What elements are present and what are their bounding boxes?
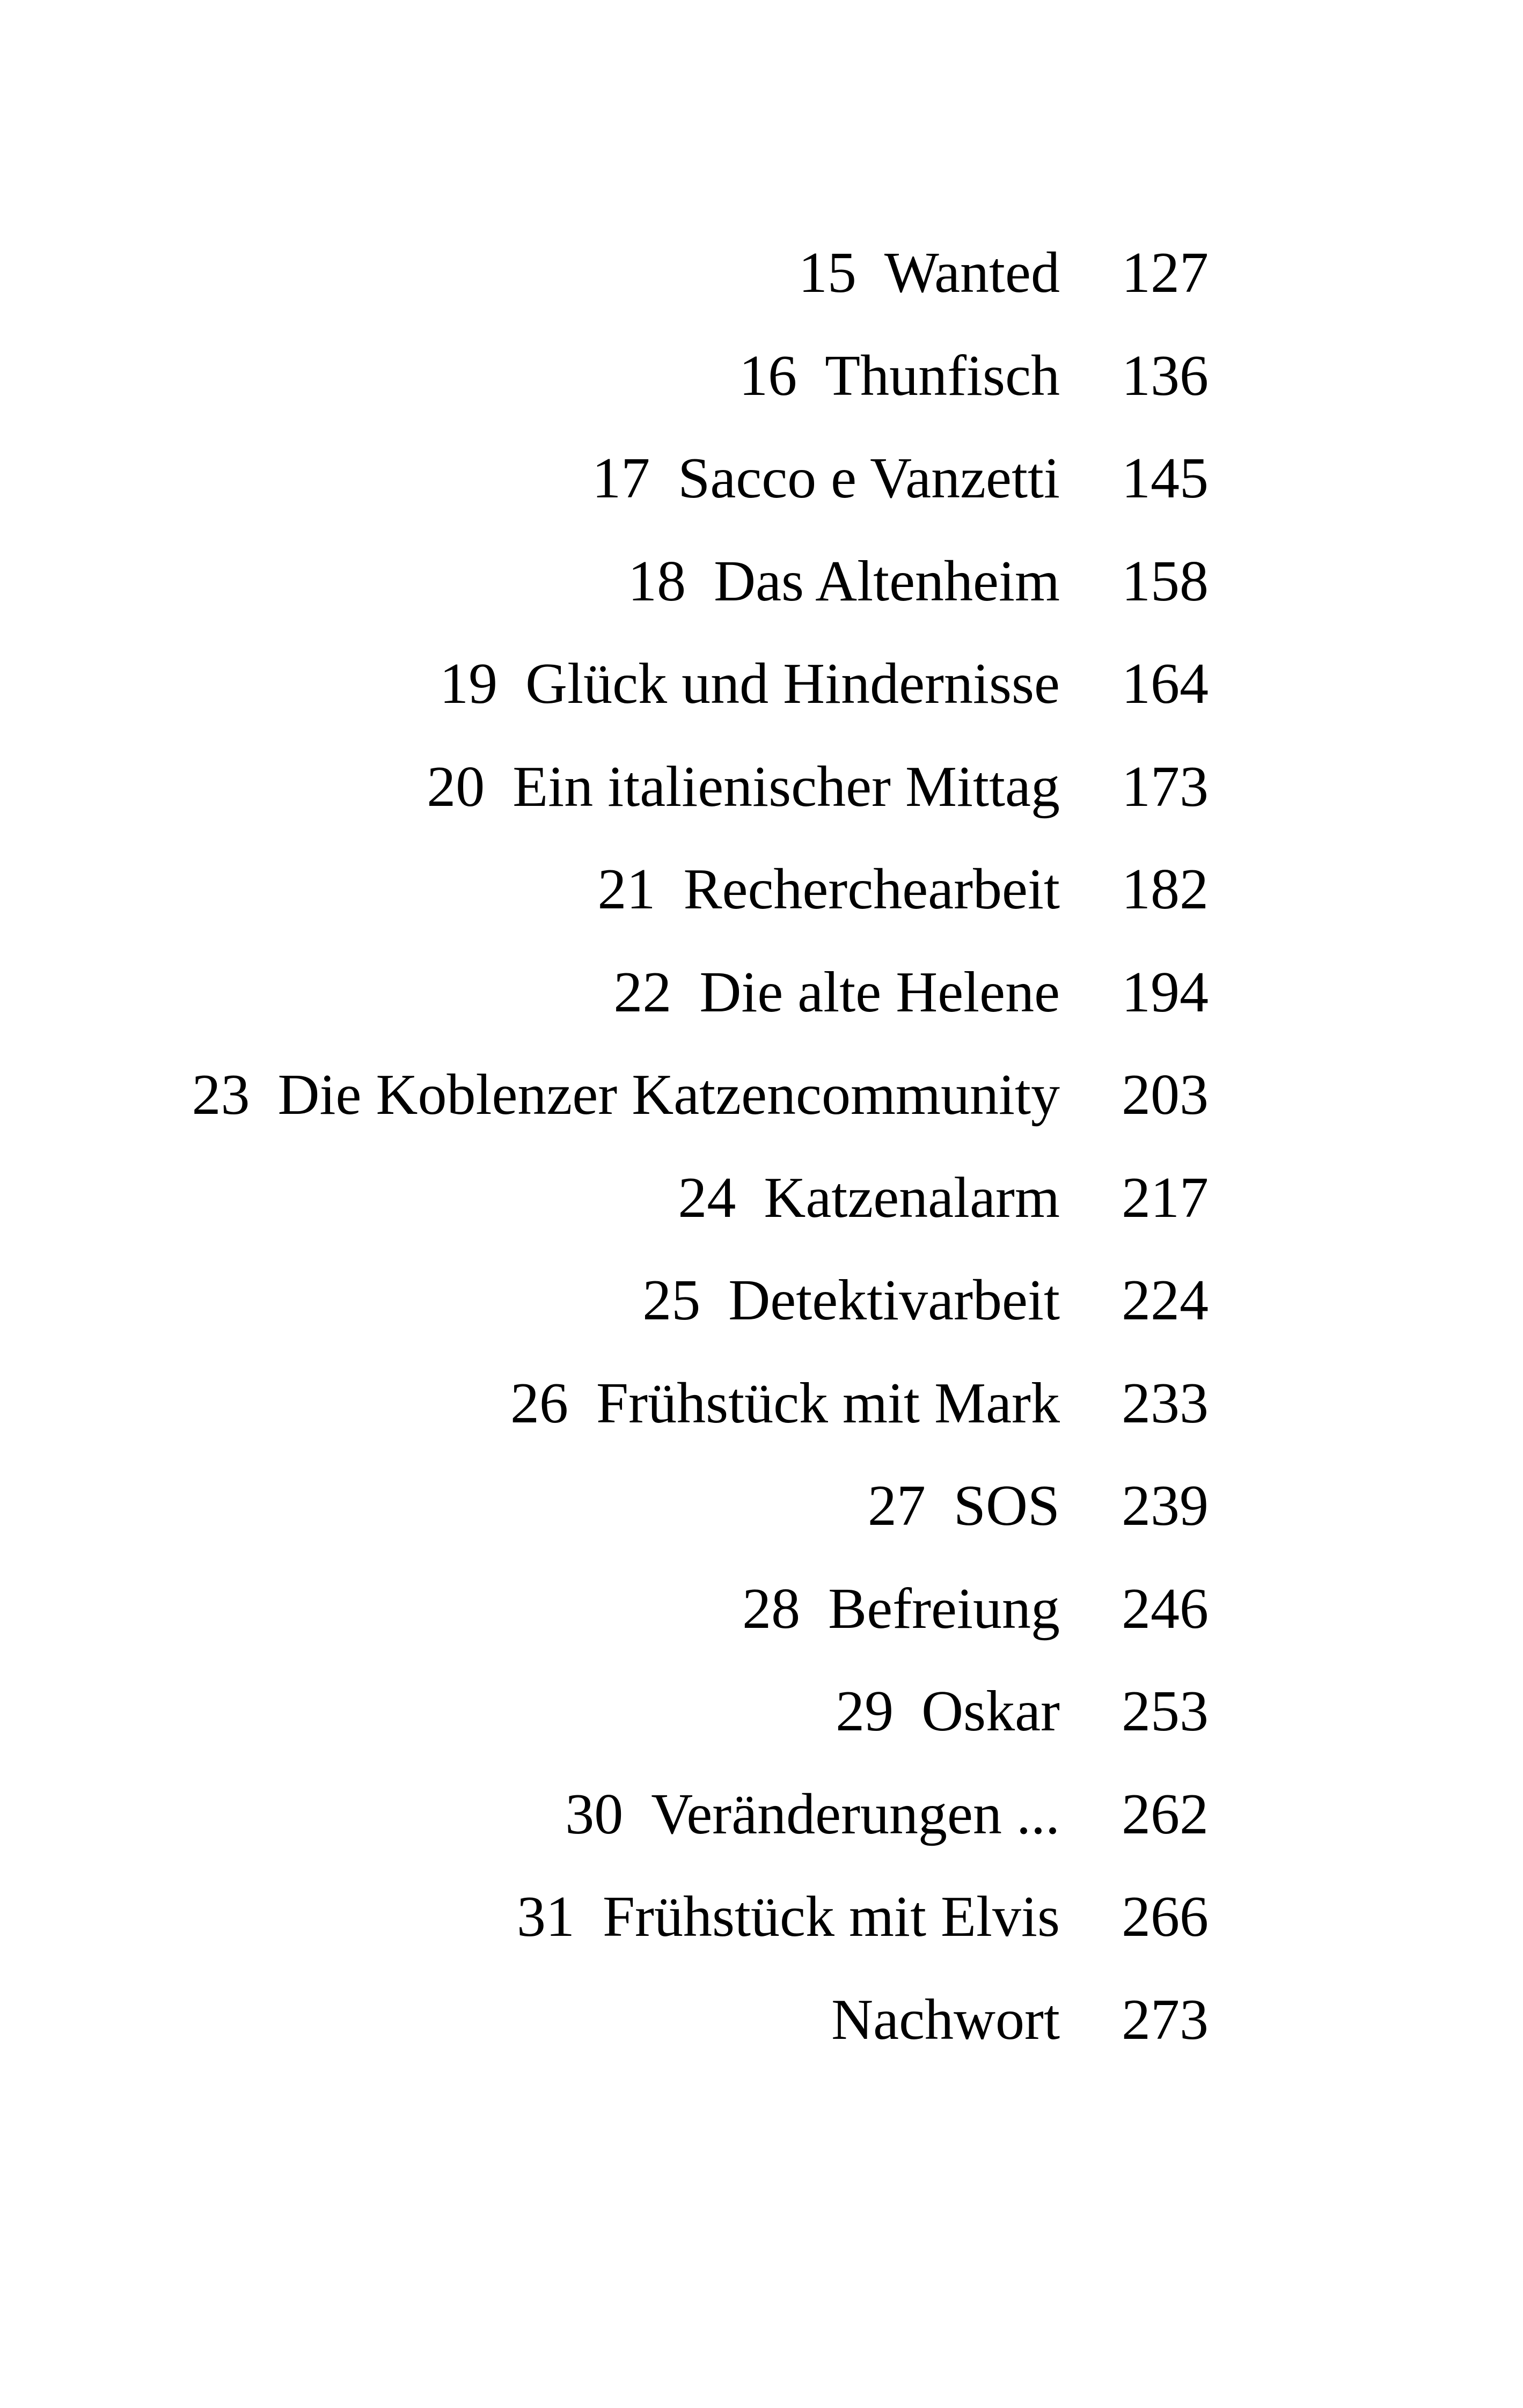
toc-title-cell [0, 1044, 1060, 1147]
chapter-number: 28 [742, 1576, 801, 1641]
chapter-title: Glück und Hindernisse [525, 652, 1060, 716]
page-number: 203 [1122, 1063, 1209, 1127]
page-number: 136 [1122, 343, 1209, 408]
toc-title-cell [0, 1763, 1060, 1866]
toc-row [0, 1147, 1523, 1250]
toc-title-cell [0, 1660, 1060, 1763]
toc-row [0, 222, 1523, 325]
chapter-number: 18 [628, 549, 686, 613]
toc-title-cell [0, 1866, 1060, 1969]
page-number: 266 [1122, 1885, 1209, 1949]
page-number: 273 [1122, 1987, 1209, 2052]
page-number: 217 [1122, 1165, 1209, 1230]
toc-title-cell [0, 222, 1060, 325]
page-number: 145 [1122, 446, 1209, 510]
chapter-title: Sacco e Vanzetti [678, 446, 1060, 510]
chapter-number: 20 [427, 754, 485, 819]
chapter-title: Thunfisch [825, 343, 1060, 408]
page-number: 224 [1122, 1268, 1209, 1332]
chapter-title: Veränderungen ... [651, 1782, 1060, 1846]
chapter-number: 24 [678, 1165, 736, 1230]
chapter-title: Ein italienischer Mittag [512, 754, 1060, 819]
toc-row [0, 941, 1523, 1044]
toc-title-cell [0, 1969, 1060, 2072]
chapter-number: 29 [836, 1679, 894, 1743]
toc-title-cell [0, 1249, 1060, 1352]
chapter-title: Befreiung [828, 1576, 1060, 1641]
chapter-number: 27 [867, 1474, 926, 1538]
page-number: 262 [1122, 1782, 1209, 1846]
chapter-title: Frühstück mit Mark [596, 1371, 1060, 1435]
page-number: 233 [1122, 1371, 1209, 1435]
toc-title-cell [0, 1147, 1060, 1250]
chapter-number: 26 [510, 1371, 569, 1435]
chapter-title: Die Koblenzer Katzencommunity [277, 1063, 1060, 1127]
toc-row [0, 838, 1523, 941]
toc-title-cell [0, 427, 1060, 530]
chapter-title: Wanted [884, 241, 1060, 305]
chapter-title: Frühstück mit Elvis [602, 1885, 1060, 1949]
page-number: 182 [1122, 857, 1209, 921]
chapter-number: 17 [592, 446, 650, 510]
toc-title-cell [0, 325, 1060, 428]
page-number: 127 [1122, 241, 1209, 305]
chapter-number: 31 [516, 1885, 575, 1949]
toc-row [0, 1249, 1523, 1352]
toc-title-cell [0, 838, 1060, 941]
toc-row [0, 1969, 1523, 2072]
chapter-number: 25 [642, 1268, 701, 1332]
table-of-contents [0, 222, 1523, 2071]
toc-row [0, 1558, 1523, 1661]
chapter-title: Die alte Helene [699, 960, 1060, 1024]
toc-row [0, 1455, 1523, 1558]
page-number: 253 [1122, 1679, 1209, 1743]
chapter-title: Oskar [921, 1679, 1060, 1743]
chapter-title: Nachwort [831, 1987, 1060, 2052]
chapter-number: 21 [597, 857, 656, 921]
toc-title-cell [0, 941, 1060, 1044]
toc-title-cell [0, 1558, 1060, 1661]
toc-row [0, 1352, 1523, 1455]
toc-row [0, 1044, 1523, 1147]
chapter-number: 15 [798, 241, 856, 305]
chapter-title: Detektivarbeit [728, 1268, 1060, 1332]
chapter-number: 22 [613, 960, 672, 1024]
chapter-title: Das Altenheim [714, 549, 1060, 613]
toc-row [0, 1866, 1523, 1969]
page-number: 164 [1122, 652, 1209, 716]
toc-row [0, 325, 1523, 428]
chapter-number: 19 [440, 652, 498, 716]
toc-title-cell [0, 1352, 1060, 1455]
toc-title-cell [0, 736, 1060, 839]
toc-row [0, 1660, 1523, 1763]
page-number: 158 [1122, 549, 1209, 613]
toc-row [0, 530, 1523, 633]
page-number: 173 [1122, 754, 1209, 819]
chapter-number: 16 [739, 343, 797, 408]
toc-title-cell [0, 633, 1060, 736]
chapter-title: SOS [953, 1474, 1060, 1538]
toc-row [0, 736, 1523, 839]
toc-row [0, 1763, 1523, 1866]
page-number: 239 [1122, 1474, 1209, 1538]
toc-row [0, 427, 1523, 530]
chapter-title: Recherchearbeit [683, 857, 1060, 921]
toc-row [0, 633, 1523, 736]
page-number: 194 [1122, 960, 1209, 1024]
toc-title-cell [0, 1455, 1060, 1558]
chapter-number: 30 [565, 1782, 624, 1846]
toc-title-cell [0, 530, 1060, 633]
page-number: 246 [1122, 1576, 1209, 1641]
chapter-title: Katzenalarm [764, 1165, 1060, 1230]
chapter-number: 23 [192, 1063, 250, 1127]
